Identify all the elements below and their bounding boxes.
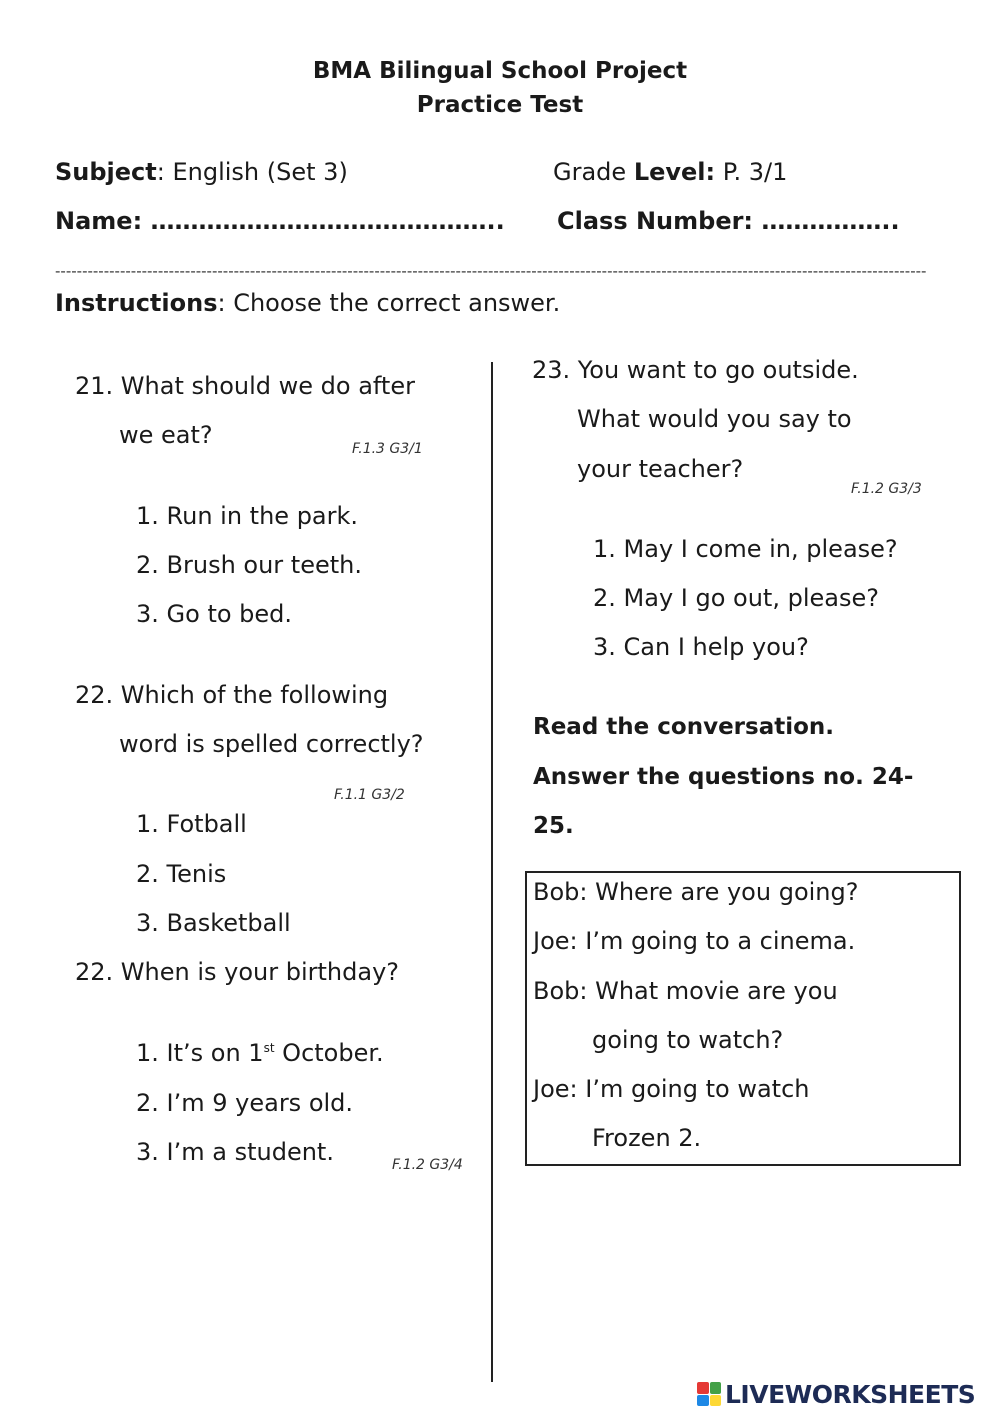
grade-prefix: Grade (553, 158, 634, 186)
reading-line1: Read the conversation. (533, 714, 835, 740)
divider-line: ----------------------------------------------------------------------------------------------------------------------------------------------------------------- (55, 262, 927, 276)
q22a-option-3[interactable]: 3. Basketball (136, 909, 291, 937)
q22b-option-1-post: October. (274, 1039, 384, 1067)
q22b-option-1[interactable] (136, 1039, 384, 1067)
q23-text-line2: What would you say to (577, 405, 852, 433)
q23-text-line3: your teacher? (577, 455, 744, 483)
grade-level-line (553, 158, 787, 186)
liveworksheets-logo (697, 1378, 997, 1410)
class-number-field: Class Number: …………….. (557, 207, 900, 235)
q22a-option-1[interactable]: 1. Fotball (136, 810, 247, 838)
instructions (55, 289, 560, 317)
logo-square-blue (697, 1395, 709, 1407)
subject-line (55, 158, 348, 186)
q22a-option-2[interactable]: 2. Tenis (136, 860, 227, 888)
q21-text-line2: we eat? (119, 421, 213, 449)
reading-line2: Answer the questions no. 24- (533, 764, 914, 790)
q23-option-1[interactable]: 1. May I come in, please? (593, 535, 898, 563)
test-title: Practice Test (416, 92, 584, 118)
logo-square-yellow (710, 1395, 722, 1407)
q23-option-2[interactable]: 2. May I go out, please? (593, 584, 879, 612)
column-divider (491, 362, 493, 1382)
logo-square-green (710, 1382, 722, 1394)
subject-value: : English (Set 3) (156, 158, 348, 186)
school-title: BMA Bilingual School Project (312, 58, 688, 84)
instructions-label: Instructions (55, 289, 218, 317)
q23-text-line1: 23. You want to go outside. (532, 356, 859, 384)
name-field: Name: …………………………………….. (55, 207, 505, 235)
q22b-option-2[interactable]: 2. I’m 9 years old. (136, 1089, 354, 1117)
q21-option-3[interactable]: 3. Go to bed. (136, 600, 293, 628)
conversation-line-5: Joe: I’m going to watch (533, 1075, 810, 1103)
logo-square-red (697, 1382, 709, 1394)
q21-text-line1: 21. What should we do after (75, 372, 415, 400)
subject-label: Subject (55, 158, 157, 186)
instructions-text: : Choose the correct answer. (217, 289, 561, 317)
q21-tag: F.1.3 G3/1 (352, 441, 423, 457)
q22a-tag: F.1.1 G3/2 (334, 787, 405, 803)
q21-option-2[interactable]: 2. Brush our teeth. (136, 551, 362, 579)
q22b-option-1-pre: 1. It’s on 1 (136, 1039, 264, 1067)
q22b-tag: F.1.2 G3/4 (392, 1157, 463, 1173)
conversation-line-3: Bob: What movie are you (533, 977, 838, 1005)
conversation-line-4: going to watch? (592, 1026, 784, 1054)
conversation-box (525, 871, 961, 1166)
q21-option-1[interactable]: 1. Run in the park. (136, 502, 359, 530)
q22b-text: 22. When is your birthday? (75, 958, 400, 986)
level-label: Level: (633, 158, 716, 186)
conversation-line-2: Joe: I’m going to a cinema. (533, 927, 856, 955)
q22a-text-line2: word is spelled correctly? (119, 730, 424, 758)
reading-line3: 25. (533, 813, 574, 839)
q23-option-3[interactable]: 3. Can I help you? (593, 633, 809, 661)
q22b-option-3[interactable]: 3. I’m a student. (136, 1138, 334, 1166)
conversation-line-6: Frozen 2. (592, 1124, 702, 1152)
level-value: P. 3/1 (715, 158, 788, 186)
liveworksheets-logo-text: LIVEWORKSHEETS (725, 1379, 976, 1409)
q22b-option-1-sup: st (263, 1041, 275, 1055)
liveworksheets-icon (697, 1382, 721, 1406)
q22a-text-line1: 22. Which of the following (75, 681, 389, 709)
conversation-line-1: Bob: Where are you going? (533, 878, 859, 906)
q23-tag: F.1.2 G3/3 (851, 481, 922, 497)
